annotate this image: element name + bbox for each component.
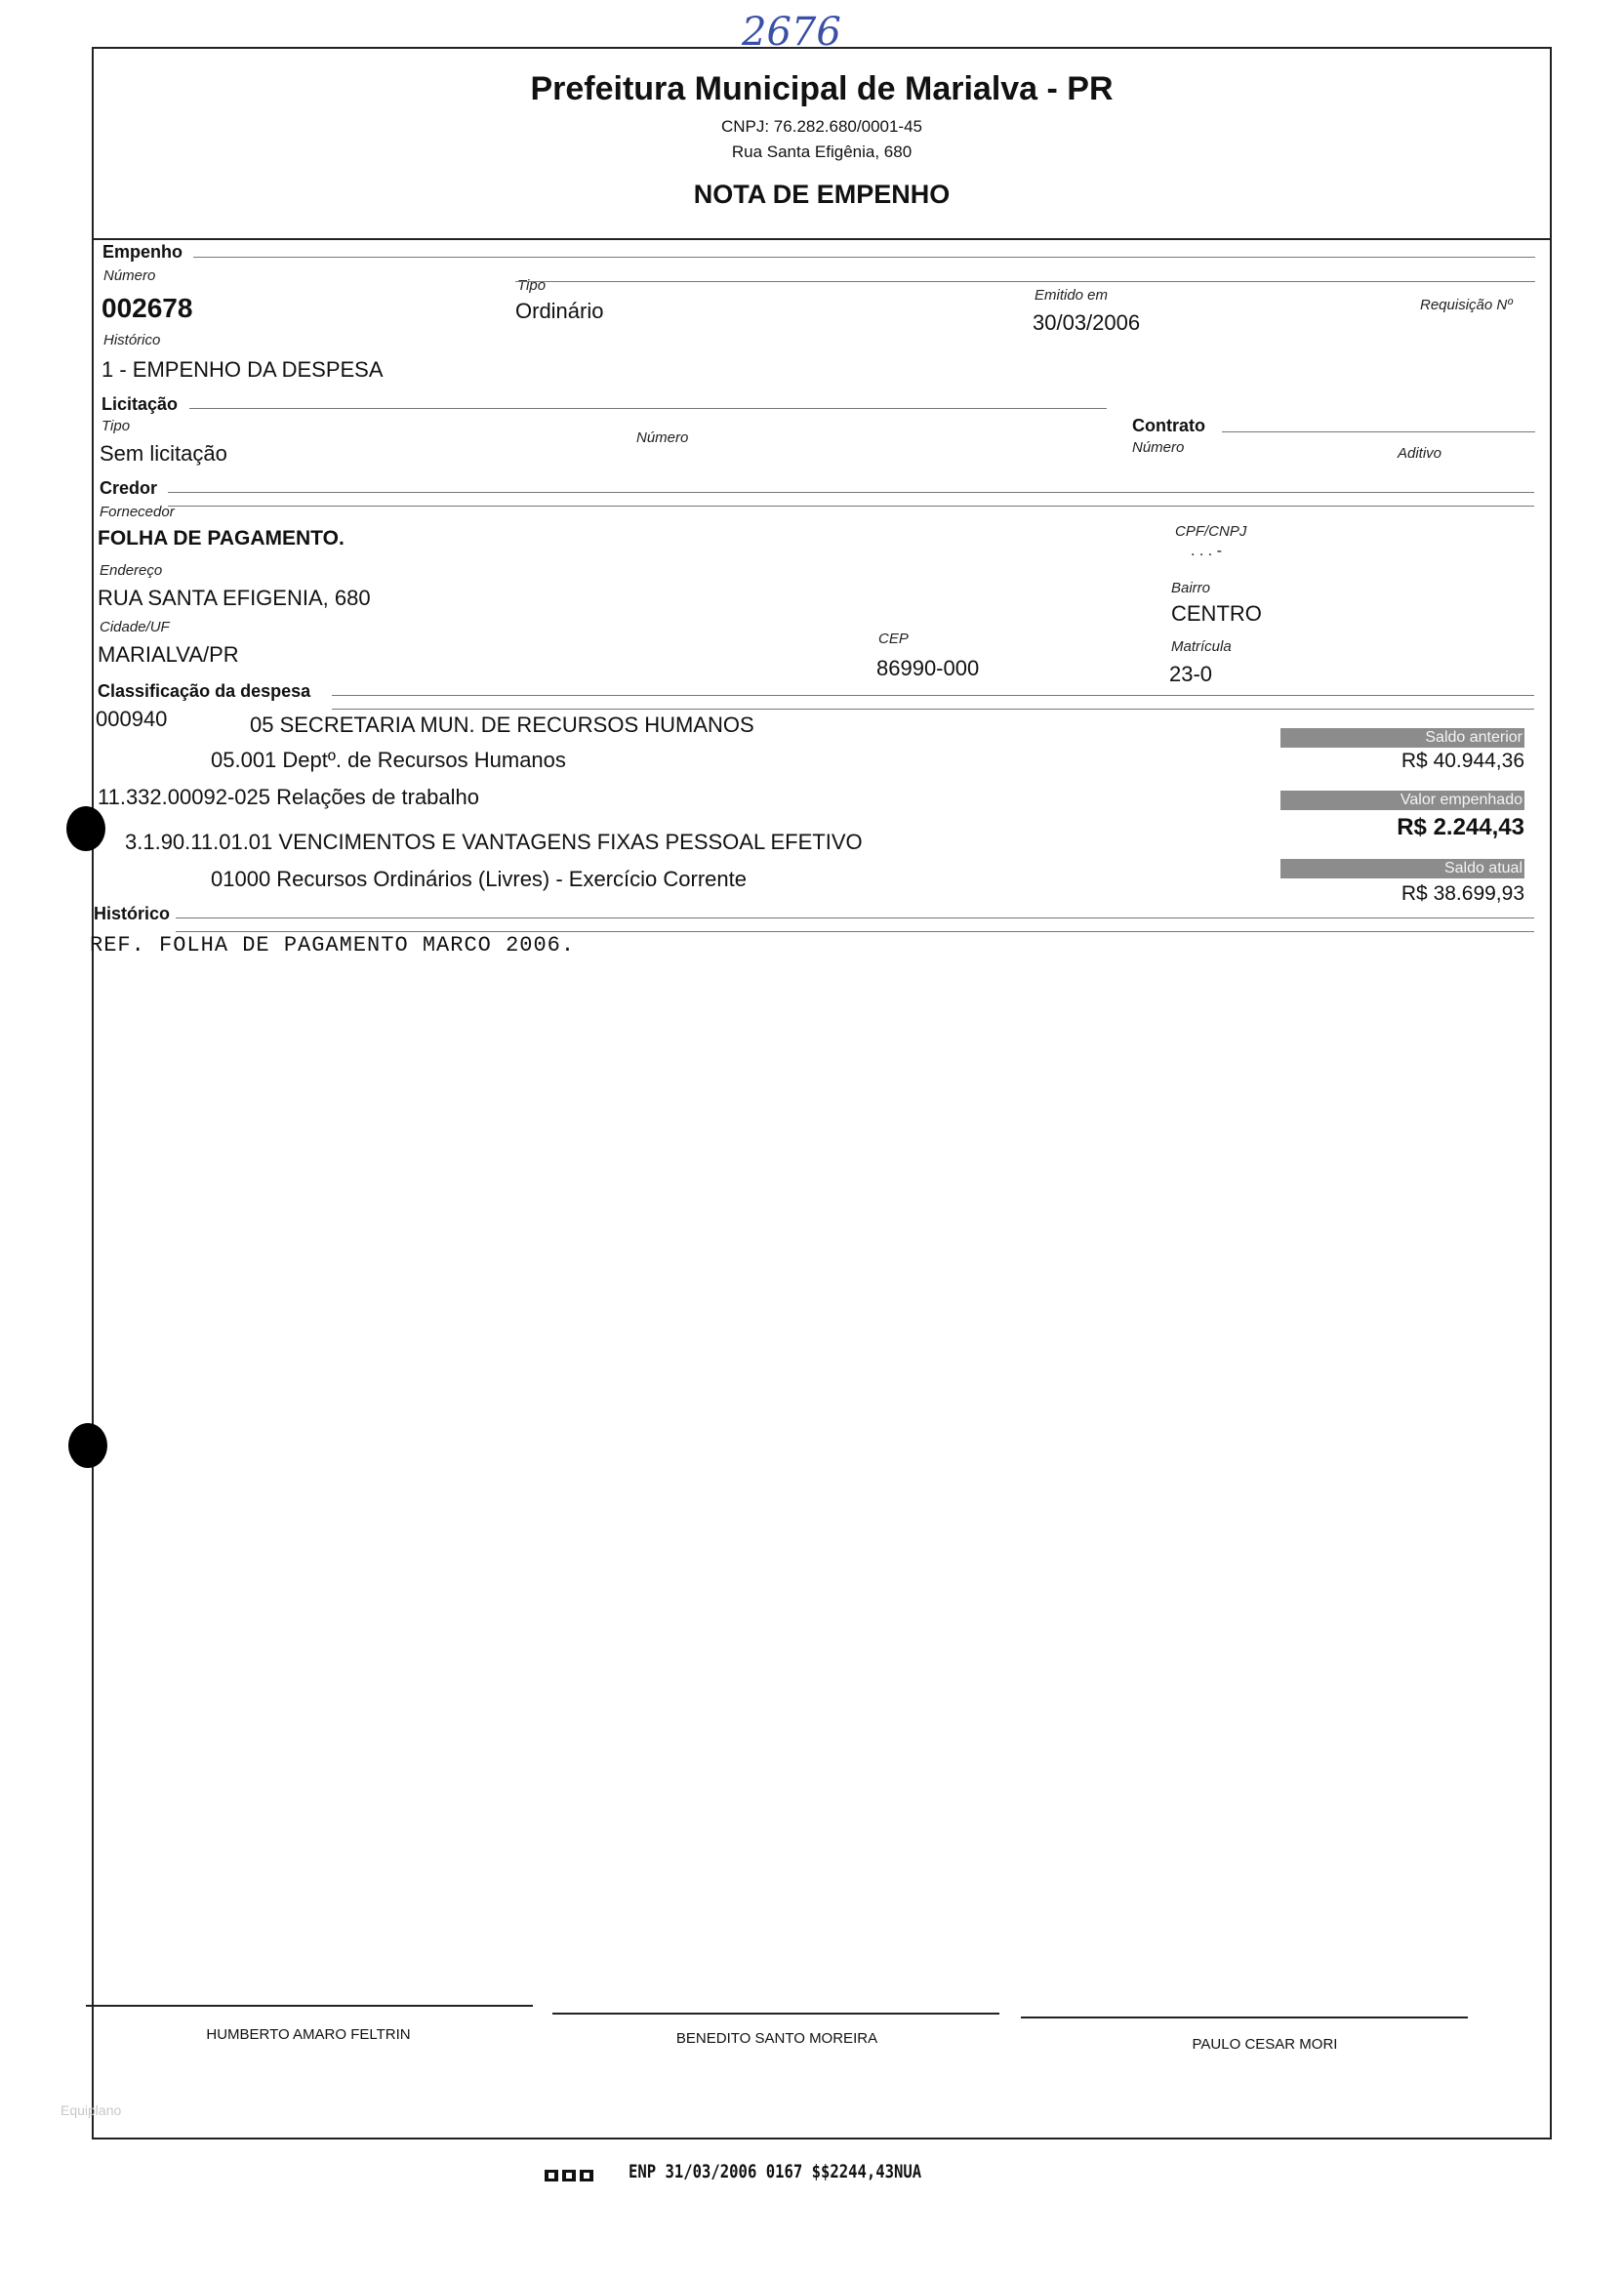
fornecedor-value: FOLHA DE PAGAMENTO. bbox=[98, 527, 345, 550]
empenho-tipo-label: Tipo bbox=[517, 277, 547, 294]
equiplano-watermark: Equiplano bbox=[61, 2102, 122, 2118]
cpf-cnpj-value: . . . - bbox=[1191, 543, 1222, 559]
valor-empenhado-label: Valor empenhado bbox=[1280, 791, 1524, 810]
endereco-value: RUA SANTA EFIGENIA, 680 bbox=[98, 586, 371, 610]
empenho-tipo: Ordinário bbox=[515, 299, 604, 323]
cpf-cnpj-label: CPF/CNPJ bbox=[1175, 523, 1247, 540]
matricula-value: 23-0 bbox=[1169, 662, 1213, 686]
bairro-label: Bairro bbox=[1171, 580, 1211, 596]
saldo-anterior-value: R$ 40.944,36 bbox=[1401, 750, 1524, 772]
emitido-date: 30/03/2006 bbox=[1033, 310, 1141, 335]
header-cnpj: CNPJ: 76.282.680/0001-45 bbox=[720, 117, 923, 136]
classificacao-line-3: 11.332.00092-025 Relações de trabalho bbox=[98, 785, 480, 809]
historico-text: REF. FOLHA DE PAGAMENTO MARCO 2006. bbox=[90, 933, 576, 958]
cidade-label: Cidade/UF bbox=[100, 619, 170, 635]
contrato-rule bbox=[1222, 431, 1535, 432]
cep-value: 86990-000 bbox=[876, 656, 980, 680]
cidade-value: MARIALVA/PR bbox=[98, 642, 239, 667]
contrato-aditivo-label: Aditivo bbox=[1398, 445, 1442, 462]
punch-hole-bottom bbox=[68, 1423, 107, 1468]
classificacao-line-2: 05.001 Deptº. de Recursos Humanos bbox=[211, 748, 566, 772]
credor-rule bbox=[168, 492, 1534, 493]
credor-section-title: Credor bbox=[100, 478, 158, 498]
signature-name-2: BENEDITO SANTO MOREIRA bbox=[675, 2030, 878, 2047]
header-title: Prefeitura Municipal de Marialva - PR bbox=[530, 70, 1114, 107]
historico-rule-2 bbox=[176, 931, 1534, 932]
classificacao-section-title: Classificação da despesa bbox=[98, 681, 311, 701]
empenho-numero: 002678 bbox=[102, 293, 193, 323]
empenho-rule bbox=[193, 257, 1535, 258]
saldo-atual-value: R$ 38.699,93 bbox=[1401, 882, 1524, 905]
classificacao-line-5: 01000 Recursos Ordinários (Livres) - Exercício Corrente bbox=[211, 867, 747, 891]
signature-name-3: PAULO CESAR MORI bbox=[1192, 2036, 1338, 2053]
endereco-label: Endereço bbox=[100, 562, 163, 579]
licitacao-numero-label: Número bbox=[636, 429, 689, 446]
handwritten-page-number: 2676 bbox=[742, 10, 841, 55]
classificacao-line-1: 05 SECRETARIA MUN. DE RECURSOS HUMANOS bbox=[250, 713, 754, 737]
emitido-label: Emitido em bbox=[1035, 287, 1109, 304]
empenho-historico-label: Histórico bbox=[103, 332, 161, 348]
classificacao-rule bbox=[332, 695, 1534, 696]
valor-empenhado-value: R$ 2.244,43 bbox=[1397, 814, 1524, 840]
signature-name-1: HUMBERTO AMARO FELTRIN bbox=[206, 2026, 411, 2043]
licitacao-section-title: Licitação bbox=[102, 394, 179, 414]
empenho-historico: 1 - EMPENHO DA DESPESA bbox=[102, 357, 384, 382]
signature-line-2 bbox=[552, 2013, 999, 2015]
empenho-numero-label: Número bbox=[103, 267, 156, 284]
signature-line-1 bbox=[86, 2005, 533, 2007]
cep-label: CEP bbox=[878, 631, 909, 647]
classificacao-code: 000940 bbox=[96, 707, 168, 731]
punch-hole-top bbox=[66, 806, 105, 851]
historico-section-title: Histórico bbox=[94, 904, 171, 923]
fornecedor-label: Fornecedor bbox=[100, 504, 175, 520]
saldo-atual-label: Saldo atual bbox=[1280, 859, 1524, 878]
classificacao-rule-2 bbox=[332, 709, 1534, 710]
credor-rule-2 bbox=[168, 506, 1534, 507]
contrato-section-title: Contrato bbox=[1132, 416, 1205, 435]
signature-line-3 bbox=[1021, 2017, 1468, 2018]
bairro-value: CENTRO bbox=[1171, 601, 1262, 626]
licitacao-tipo-label: Tipo bbox=[102, 418, 131, 434]
historico-rule bbox=[176, 917, 1534, 918]
document-title: NOTA DE EMPENHO bbox=[693, 180, 951, 209]
header-address: Rua Santa Efigênia, 680 bbox=[731, 143, 913, 161]
empenho-rule-2 bbox=[515, 281, 1535, 282]
empenho-section-title: Empenho bbox=[102, 242, 183, 262]
header-divider bbox=[92, 238, 1550, 240]
saldo-anterior-label: Saldo anterior bbox=[1280, 728, 1524, 748]
stamp-logo-icon bbox=[545, 2167, 595, 2184]
licitacao-tipo: Sem licitação bbox=[100, 441, 227, 466]
licitacao-rule bbox=[189, 408, 1107, 409]
requisicao-label: Requisição Nº bbox=[1420, 297, 1513, 313]
contrato-numero-label: Número bbox=[1132, 439, 1185, 456]
bank-stamp: ENP 31/03/2006 0167 $$2244,43NUA bbox=[629, 2161, 922, 2182]
matricula-label: Matrícula bbox=[1171, 638, 1232, 655]
classificacao-line-4: 3.1.90.11.01.01 VENCIMENTOS E VANTAGENS FIXAS PESSOAL EFETIVO bbox=[125, 830, 863, 854]
